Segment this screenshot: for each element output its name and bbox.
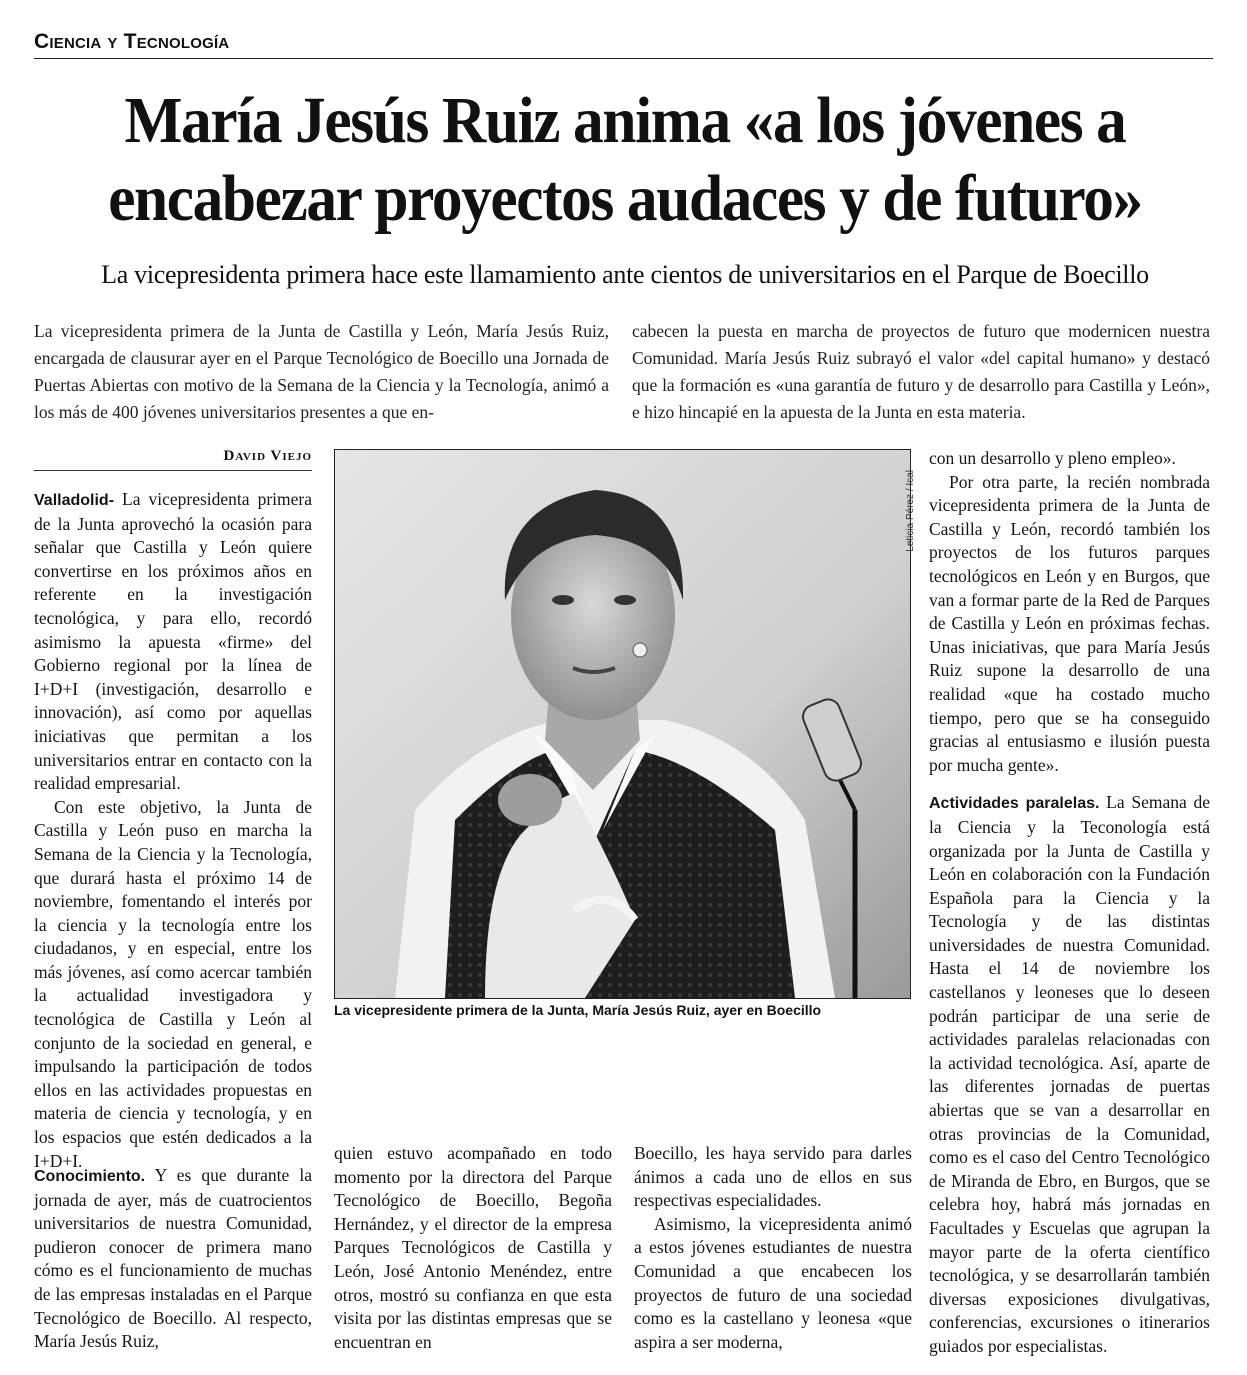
headline-line-2: encabezar proyectos audaces y de futuro»: [108, 162, 1142, 235]
body-column-4: [929, 447, 1210, 1359]
paragraph: Por otra parte, la recién nombrada vicepresidenta primera de la Junta de Castilla y León, recordó también los proyectos de los futuros parques tecnológicos en León y en Burgos, que van a formar parte de la Red de Parques de Castilla y León en próximas fechas. Unas iniciativas, que para María Jesús Ruiz supone la desarrollo de una realidad «que ha costado mucho tiempo, pero que se ha conseguido gracias al entusiasmo e ilusión puesta por mucha gente».: [929, 471, 1210, 775]
section-label: Ciencia y Tecnología: [34, 30, 230, 53]
body-column-1-lower: [34, 1164, 312, 1354]
byline-divider: [34, 470, 312, 471]
subhead-conocimiento: Conocimiento.: [34, 1168, 146, 1185]
photo-credit: Leticia Pérez / Ical: [905, 470, 916, 552]
subheadline: La vicepresidenta primera hace este llamamiento ante cientos de universitarios en el Parque de Boecillo: [101, 260, 1149, 289]
dateline: Valladolid-: [34, 492, 115, 509]
paragraph-text: Y es que durante la jornada de ayer, más de cuatrocientos universitarios de nuestra Comunidad, pudieron conocer de primera mano cómo es el funcionamiento de muchas de las empresas instaladas en el Parque Tecnológico de Boecillo. Al respecto, María Jesús Ruiz,: [34, 1165, 313, 1352]
paragraph: [34, 488, 312, 796]
paragraph: [929, 791, 1210, 1358]
paragraph-text: La vicepresidenta primera de la Junta aprovechó la ocasión para señalar que Castilla y León quiere convertirse en los próximos años en referente en la investigación tecnológica, y para ello, recordó asimismo la apuesta «firme» del Gobierno regional por la línea de I+D+I (investigación, desarrollo e innovación), así como por aquellas iniciativas que permitan a los universitarios entrar en contacto con la realidad empresarial.: [34, 489, 312, 794]
paragraph: quien estuvo acompañado en todo momento por la directora del Parque Tecnológico de Boecillo, Begoña Hernández, y el director de la empresa Parques Tecnológicos de Castilla y León, José Antonio Menéndez, entre otros, mostró su confianza en que esta visita por las distintas empresas que se encuentran en: [334, 1143, 612, 1352]
subhead-actividades: Actividades paralelas.: [929, 795, 1100, 813]
paragraph: con un desarrollo y pleno empleo».: [929, 448, 1176, 468]
body-column-1: [34, 488, 312, 1173]
section-divider: [34, 58, 1213, 59]
byline: David Viejo: [223, 448, 312, 464]
paragraph: Asimismo, la vicepresidenta animó a estos jóvenes estudiantes de nuestra Comunidad a que encabecen los proyectos de futuro de una sociedad como es la castellano y leonesa «que aspira a ser moderna,: [634, 1213, 912, 1352]
portrait-photo-illustration: [335, 450, 910, 998]
body-column-3-lower: [634, 1142, 912, 1354]
paragraph: Boecillo, les haya servido para darles ánimos a cada uno de ellos en sus respectivas especialidades.: [634, 1143, 912, 1211]
paragraph-text: La Semana de la Ciencia y la Teconología está organizada por la Junta de Castilla y León en colaboración con la Fundación Española para la Ciencia y la Tecnología y de las distintas universidades de nuestra Comunidad. Hasta el 14 de noviembre los castellanos y leoneses que lo deseen podrán participar de una serie de actividades paralelas relacionadas con la actividad tecnológica. Así, aparte de las diferentes jornadas de puertas abiertas que se van a desarrollar en otras provincias de la Comunidad, como es el caso del Centro Tecnológico de Miranda de Ebro, en Burgos, que se celebra hoy, habrá más jornadas en Facultades y Escuelas que agrupan la mayor parte de la oferta científico tecnológica, y se desarrollarán también diversas exposiciones divulgativas, conferencias, excursiones o itinerarios guiados por especialistas.: [929, 792, 1210, 1356]
lede-right: cabecen la puesta en marcha de proyectos de futuro que modernicen nuestra Comunidad. María Jesús Ruiz subrayó el valor «del capital humano» y destacó que la formación es «una garantía de futuro y de desarrollo para Castilla y León», e hizo hincapié en la apuesta de la Junta en esta materia.: [632, 321, 1210, 422]
body-column-2-lower: [334, 1142, 612, 1354]
article-photo: [334, 449, 911, 999]
photo-caption: La vicepresidente primera de la Junta, María Jesús Ruiz, ayer en Boecillo: [334, 1002, 822, 1018]
lede-left: La vicepresidenta primera de la Junta de Castilla y León, María Jesús Ruiz, encargada de clausurar ayer en el Parque Tecnológico de Boecillo una Jornada de Puertas Abiertas con motivo de la Semana de la Ciencia y la Tecnología, animó a los más de 400 jóvenes universitarios presentes a que en-: [34, 321, 609, 422]
headline-line-1: María Jesús Ruiz anima «a los jóvenes a: [124, 84, 1126, 157]
headline: [72, 82, 1179, 238]
paragraph: Con este objetivo, la Junta de Castilla y León puso en marcha la Semana de la Ciencia y la Tecnología, que durará hasta el próximo 14 de noviembre, fomentando el interés por la ciencia y la tecnología entre los ciudadanos, y en especial, entre los más jóvenes, así como acercar también la actualidad investigadora y tecnológica de Castilla y León al conjunto de la sociedad en general, e impulsando la participación de todos ellos en las actividades propuestas en materia de ciencia y tecnología, y en los espacios que estén dedicados a la I+D+I.: [34, 796, 312, 1171]
paragraph: [34, 1164, 312, 1354]
